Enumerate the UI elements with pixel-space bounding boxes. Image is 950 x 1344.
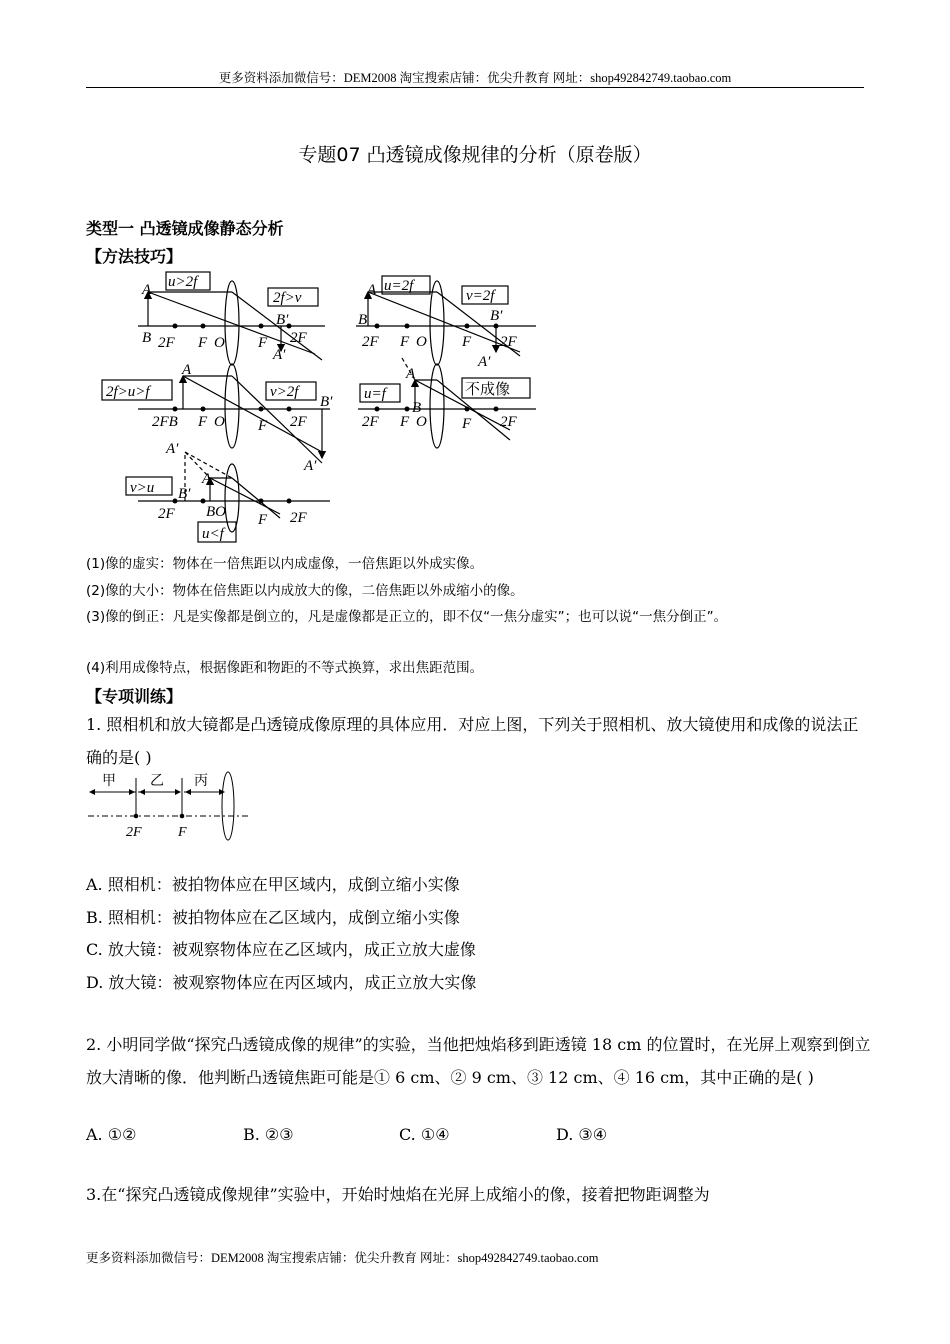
svg-text:F: F	[198, 335, 208, 351]
svg-text:A′: A′	[304, 458, 317, 474]
tip-3: (3)像的倒正：凡是实像都是倒立的，凡是虚像都是正立的，即不仅“一焦分虚实”；也可以说“一焦分倒正”。	[86, 609, 728, 625]
svg-text:v=2f: v=2f	[466, 288, 495, 304]
q1-option-b: B. 照相机：被拍物体应在乙区域内，成倒立缩小实像	[86, 908, 460, 927]
svg-text:u>2f: u>2f	[168, 274, 198, 290]
svg-text:丙: 丙	[194, 774, 208, 789]
svg-text:B′: B′	[490, 308, 503, 324]
q1-option-d: D. 放大镜：被观察物体应在丙区域内，成正立放大实像	[86, 973, 477, 992]
svg-text:A′: A′	[166, 441, 179, 457]
q2-option-a: A. ①②	[86, 1125, 137, 1144]
svg-text:A: A	[367, 282, 377, 298]
page-title: 专题07 凸透镜成像规律的分析（原卷版）	[298, 144, 652, 166]
svg-text:u=2f: u=2f	[384, 278, 414, 294]
svg-text:甲: 甲	[102, 774, 116, 789]
svg-text:2F: 2F	[290, 414, 307, 430]
svg-text:O: O	[214, 414, 225, 430]
svg-text:A: A	[202, 471, 212, 487]
svg-text:u=f: u=f	[364, 386, 386, 402]
svg-text:2f>v: 2f>v	[273, 290, 302, 306]
q1-option-c: C. 放大镜：被观察物体应在乙区域内，成正立放大虚像	[86, 940, 476, 959]
training-heading: 【专项训练】	[86, 687, 183, 706]
svg-text:v>u: v>u	[130, 480, 155, 496]
section-heading: 类型一 凸透镜成像静态分析	[86, 219, 284, 238]
svg-text:A: A	[142, 282, 152, 298]
svg-text:F: F	[198, 414, 208, 430]
svg-text:F: F	[258, 418, 268, 434]
svg-text:B′: B′	[276, 312, 289, 328]
question-2-stem: 2. 小明同学做“探究凸透镜成像的规律”的实验，当他把烛焰移到距透镜 18 cm 的位置时，在光屏上观察到倒立放大清晰的像．他判断凸透镜焦距可能是① 6 cm、② 9 cm、③ 12 cm、④ 16 cm，其中正确的是( )	[86, 1035, 871, 1087]
page-footer: 更多资料添加微信号：DEM2008 淘宝搜索店铺：优尖升教育 网址：shop492842749.taobao.com	[86, 1251, 599, 1265]
method-heading: 【方法技巧】	[86, 247, 183, 266]
svg-text:2F: 2F	[500, 414, 517, 430]
svg-text:O: O	[416, 414, 427, 430]
svg-text:v>2f: v>2f	[270, 384, 299, 400]
svg-text:A: A	[406, 366, 416, 382]
q2-option-d: D. ③④	[556, 1125, 608, 1144]
svg-text:B: B	[358, 312, 368, 328]
lens-imaging-figure	[90, 268, 550, 550]
svg-text:2FB: 2FB	[152, 414, 178, 430]
svg-text:F: F	[462, 416, 472, 432]
svg-text:A: A	[182, 362, 192, 378]
svg-text:2F: 2F	[290, 510, 307, 526]
svg-text:不成像: 不成像	[465, 382, 511, 398]
tip-1: (1)像的虚实：物体在一倍焦距以内成虚像，一倍焦距以外成实像。	[86, 556, 484, 572]
svg-text:乙: 乙	[150, 774, 164, 789]
q2-option-c: C. ①④	[399, 1125, 450, 1144]
q1-region-diagram	[86, 770, 256, 842]
svg-text:F: F	[258, 512, 268, 528]
svg-text:F: F	[462, 334, 472, 350]
svg-text:2F: 2F	[362, 414, 379, 430]
svg-text:F: F	[178, 825, 187, 840]
q2-option-b: B. ②③	[243, 1125, 294, 1144]
svg-text:B: B	[142, 330, 152, 346]
question-3-stem: 3.在“探究凸透镜成像规律”实验中，开始时烛焰在光屏上成缩小的像，接着把物距调整为	[86, 1185, 710, 1204]
question-1-stem: 1. 照相机和放大镜都是凸透镜成像原理的具体应用．对应上图，下列关于照相机、放大镜使用和成像的说法正确的是( )	[86, 715, 859, 767]
svg-text:A′: A′	[273, 347, 286, 363]
svg-text:O: O	[214, 335, 225, 351]
svg-text:O: O	[416, 334, 427, 350]
svg-text:2F: 2F	[158, 506, 175, 522]
q1-option-a: A. 照相机：被拍物体应在甲区域内，成倒立缩小实像	[86, 875, 460, 894]
svg-text:B′: B′	[320, 394, 333, 410]
page-header: 更多资料添加微信号：DEM2008 淘宝搜索店铺：优尖升教育 网址：shop492842749.taobao.com	[218, 71, 732, 85]
svg-text:2F: 2F	[290, 330, 307, 346]
svg-text:2F: 2F	[126, 825, 142, 840]
svg-text:F: F	[400, 334, 410, 350]
tip-4: (4)利用成像特点，根据像距和物距的不等式换算，求出焦距范围。	[86, 660, 484, 676]
svg-text:2f>u>f: 2f>u>f	[106, 384, 150, 400]
svg-text:BO: BO	[206, 504, 226, 520]
svg-text:F: F	[400, 414, 410, 430]
svg-text:B: B	[412, 400, 422, 416]
tip-2: (2)像的大小：物体在倍焦距以内成放大的像，二倍焦距以外成缩小的像。	[86, 583, 524, 599]
svg-text:2F: 2F	[362, 334, 379, 350]
svg-text:B′: B′	[178, 486, 191, 502]
svg-text:2F: 2F	[158, 335, 175, 351]
svg-text:2F: 2F	[500, 334, 517, 350]
svg-text:A′: A′	[478, 354, 491, 370]
header-divider	[86, 87, 864, 88]
svg-text:F: F	[258, 335, 268, 351]
svg-text:u<f: u<f	[202, 526, 224, 542]
